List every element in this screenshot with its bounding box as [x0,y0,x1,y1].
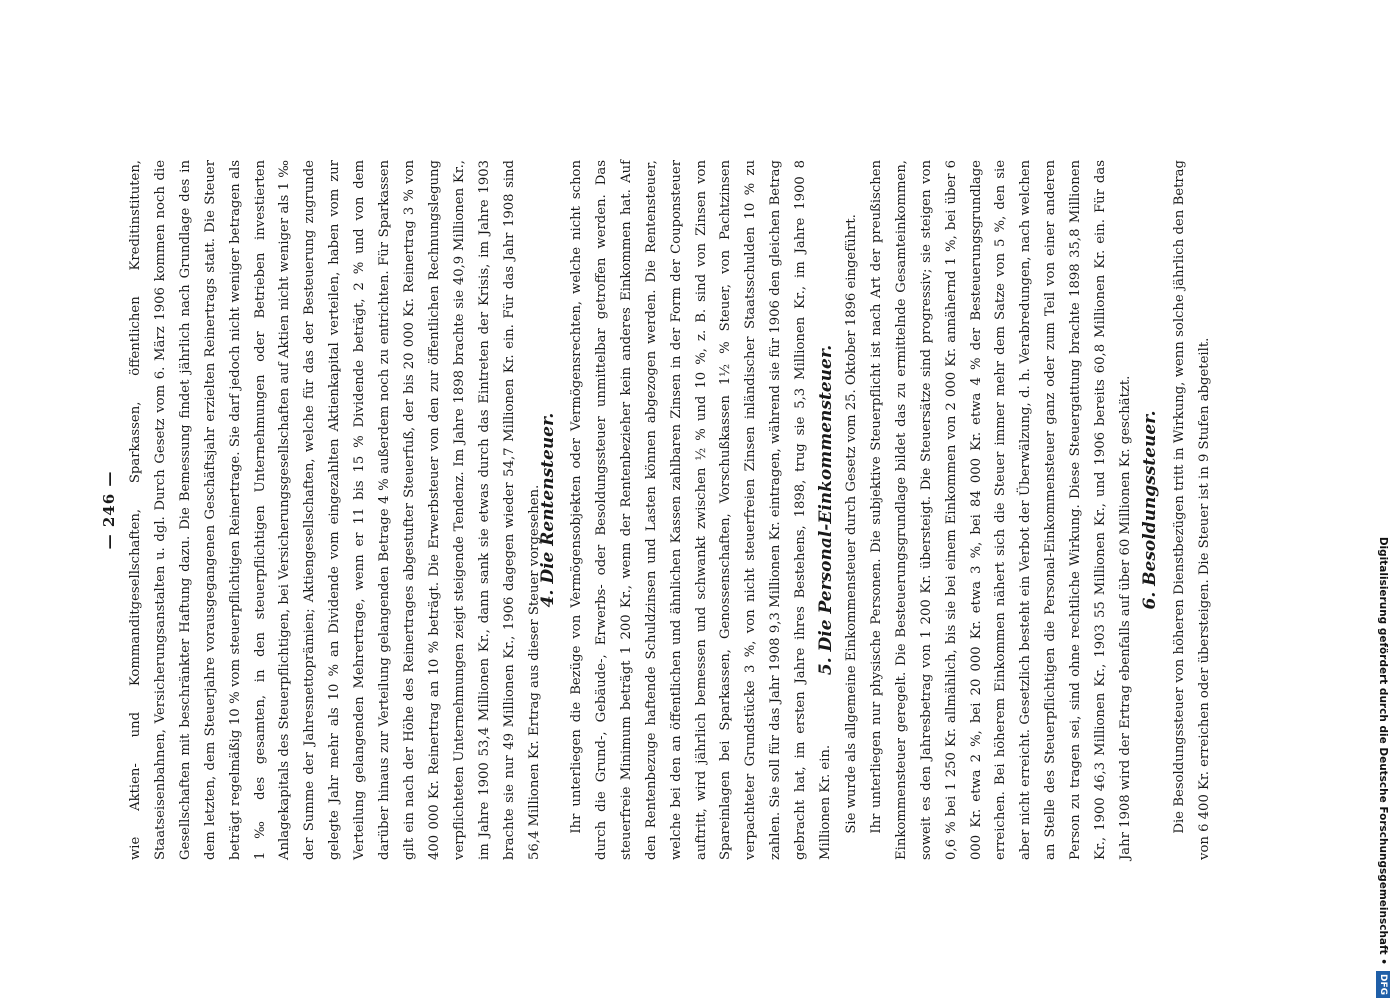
dfg-logo: DFG [1376,971,1390,998]
paragraph-besoldungssteuer: Die Besoldungssteuer von höheren Dienstbezügen tritt in Wirkung, wenn solche jährlich den Betrag von 6 400 Kr. erreichen oder übersteigen. Die Steuer ist in 9 Stufen abgeteilt. [1172,160,1212,860]
paragraph-erwerbsteuer: wie Aktien- und Kommanditgesellschaften, Sparkassen, öffentlichen Kreditinstituten, Staatseisenbahnen, Versicherungsanstalten u. dgl. Durch Gesetz vom 6. März 1906 kommen noch die Gesellschaften mit beschränkter Haftung dazu. Die Bemessung findet jährlich nach Grundlage des in dem letzten, dem Steuerjahre vorausgegangenen Geschäftsjahr erzielten Reinertrags statt. Die Steuer beträgt regelmäßig 10 % vom steuerpflichtigen Reinertrage. Sie darf jedoch nicht weniger betragen als 1 ‰ des gesamten, in den steuerpflichtigen Unternehmungen oder Betrieben investierten Anlagekapitals des Steuerpflichtigen, bei Versicherungsgesellschaften auf Aktien nicht weniger als 1 ‰ der Summe der Jahresnettoprämien; Aktiengesellschaften, welche für das der Besteuerung zugrunde gelegte Jahr mehr als 10 % an Dividende vom eingezahlten Aktienkapital verteilen, haben vom zur Verteilung gelangenden Mehrertrage, wenn er 11 bis 15 % Dividende beträgt, 2 % und von dem darüber hinaus zur Verteilung gelangenden Betrage 4 % außerdem noch zu entrichten. Für Sparkassen gilt ein nach der Höhe des Reinertrages abgestufter Steuerfuß, der bis 20 000 Kr. Reinertrag 3 % von 400 000 Kr. Reinertrag an 10 % beträgt. Die Erwerbsteuer von den zur öffentlichen Rechnungslegung verpflichteten Unternehmungen zeigt steigende Tendenz. Im Jahre 1898 brachte sie 40,9 Millionen Kr., im Jahre 1900 53,4 Millionen Kr., dann sank sie etwas durch das Eintreten der Krisis, im Jahre 1903 brachte sie nur 49 Millionen Kr., 1906 dagegen wieder 54,7 Millionen Kr. ein. Für das Jahr 1908 sind 56,4 Millionen Kr. Ertrag aus dieser Steuer vorgesehen. [128,160,542,860]
rotated-page [100,160,1250,860]
page-number: — 246 — [100,470,118,550]
heading-personal-einkommensteuer: 5. Die Personal-Einkommensteuer. [816,344,836,676]
section-einkommensteuer [840,160,1139,860]
heading-besoldungssteuer: 6. Besoldungssteuer. [1140,410,1160,610]
paragraph-einkommensteuer-intro: Sie wurde als allgemeine Einkommensteuer durch Gesetz vom 25. Oktober 1896 eingeführt. [844,214,859,834]
digitization-text: Digitalisierung gefördert durch die Deutsche Forschungsgemeinschaft • [1377,536,1389,965]
paragraph-einkommensteuer-body: Ihr unterliegen nur physische Personen. Die subjektive Steuerpflicht ist nach Art der preußischen Einkommensteuer geregelt. Die Besteuerungsgrundlage bildet das zu ermittelnde Gesamteinkommen, soweit es den Jahresbetrag von 1 200 Kr. übersteigt. Die Steuersätze sind progressiv; sie steigen von 0,6 % bei 1 250 Kr. allmählich, bis sie bei einem Einkommen von 2 000 Kr. annähernd 1 %, bei über 6 000 Kr. etwa 2 %, bei 20 000 Kr. etwa 3 %, bei 84 000 Kr. etwa 4 % der Besteuerungsgrundlage erreichen. Bei höherem Einkommen nähert sich die Steuer immer mehr dem Satze von 5 %, den sie aber nicht erreicht. Gesetzlich besteht ein Verbot der Überwälzung, d. h. Verabredungen, nach welchen an Stelle des Steuerpflichtigen die Personal-Einkommensteuer ganz oder zum Teil von einer anderen Person zu tragen sei, sind ohne rechtliche Wirkung. Diese Steuergattung brachte 1898 35,8 Millionen Kr., 1900 46,3 Millionen Kr., 1903 55 Millionen Kr., und 1906 bereits 60,8 Millionen Kr. ein. Für das Jahr 1908 wird der Ertrag ebenfalls auf über 60 Millionen Kr. geschätzt. [868,160,1133,860]
heading-rentensteuer: 4. Die Rentensteuer. [538,412,558,608]
paragraph-rentensteuer: Ihr unterliegen die Bezüge von Vermögensobjekten oder Vermögensrechten, welche nicht schon durch die Grund-, Gebäude-, Erwerbs- oder Besoldungssteuer unmittelbar getroffen werden. Das steuerfreie Minimum beträgt 1 200 Kr., wenn der Rentenbezieher kein anderes Einkommen hat. Auf den Rentenbezuge haftende Schuldzinsen und Lasten können abgezogen werden. Die Rentensteuer, welche bei den an öffentlichen und ähnlichen Kassen zahlbaren Zinsen in der Form der Couponsteuer auftritt, wird jährlich bemessen und schwankt zwischen ½ % und 10 %, z. B. sind von Zinsen von Spareinlagen bei Sparkassen, Genossenschaften, Vorschußkassen 1½ % Steuer, von Pachtzinsen verpachteter Grundstücke 3 %, von nicht steuerfreien Zinsen inländischer Staatsschulden 10 % zu zahlen. Sie soll für das Jahr 1908 9,3 Millionen Kr. eintragen, während sie für 1906 den gleichen Betrag gebracht hat, im ersten Jahre ihres Bestehens, 1898, trug sie 5,3 Millionen Kr., im Jahre 1900 8 Millionen Kr. ein. [569,160,834,860]
digitization-note [1376,8,1390,998]
